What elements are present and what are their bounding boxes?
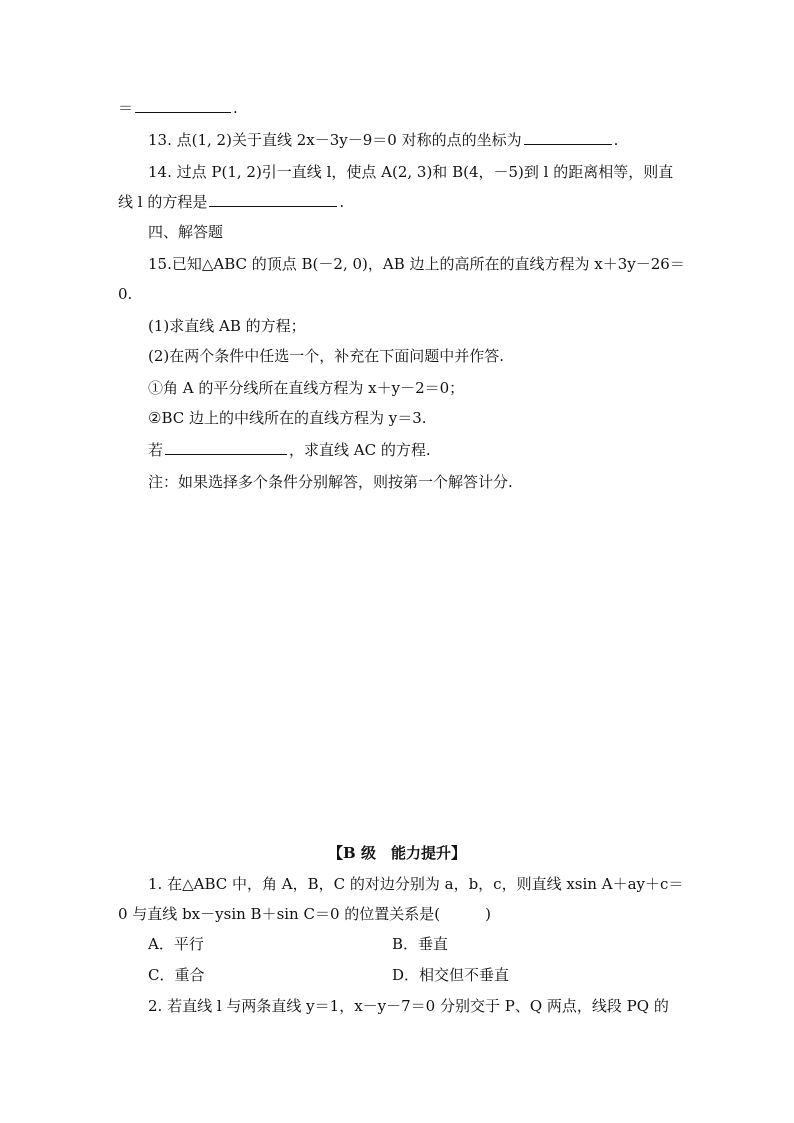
section-4-heading: 四、解答题 — [148, 223, 224, 241]
answer-blank[interactable] — [165, 440, 287, 455]
question-15-line1: 15.已知△ABC 的顶点 B(－2, 0)，AB 边上的高所在的直线方程为 x＋3y－26＝ — [148, 255, 685, 273]
question-15-ask — [148, 440, 431, 460]
q12-prefix: ＝ — [118, 99, 134, 117]
question-14-line2 — [118, 192, 344, 212]
question-15-condition2: ②BC 边上的中线所在的直线方程为 y＝3. — [148, 409, 427, 427]
answer-blank[interactable] — [524, 130, 612, 145]
q12-suffix: . — [233, 99, 238, 117]
answer-blank[interactable] — [209, 192, 337, 207]
ask-prefix: 若 — [148, 441, 164, 459]
option-d[interactable]: D．相交但不垂直 — [392, 966, 510, 984]
option-a[interactable]: A．平行 — [148, 935, 204, 953]
q14-suffix: . — [339, 193, 345, 211]
q13-suffix: . — [613, 131, 619, 149]
question-13 — [148, 130, 618, 150]
question-15-line2: 0. — [118, 285, 133, 303]
question-15-condition1: ①角 A 的平分线所在直线方程为 x＋y－2＝0； — [148, 379, 465, 397]
question-15-part1: (1)求直线 AB 的方程； — [148, 317, 306, 335]
ask-suffix: ，求直线 AC 的方程. — [289, 441, 431, 459]
section-b-heading: 【B 级 能力提升】 — [328, 844, 466, 862]
q14-prefix: 线 l 的方程是 — [118, 193, 208, 211]
answer-blank[interactable] — [135, 98, 231, 113]
option-b[interactable]: B．垂直 — [392, 935, 449, 953]
q13-text: 13. 点(1, 2)关于直线 2x－3y－9＝0 对称的点的坐标为 — [148, 131, 522, 149]
question-15-note: 注：如果选择多个条件分别解答，则按第一个解答计分. — [148, 473, 513, 491]
b-question-1-line2: 0 与直线 bx－ysin B＋sin C＝0 的位置关系是( ) — [118, 905, 491, 923]
b-question-2-line1: 2. 若直线 l 与两条直线 y＝1，x－y－7＝0 分别交于 P、Q 两点，线段 PQ 的 — [148, 997, 669, 1015]
question-15-part2: (2)在两个条件中任选一个，补充在下面问题中并作答. — [148, 347, 505, 365]
option-c[interactable]: C．重合 — [148, 966, 205, 984]
question-14-line1: 14. 过点 P(1, 2)引一直线 l，使点 A(2, 3)和 B(4，－5)到 l 的距离相等，则直 — [148, 163, 674, 181]
b-question-1-line1: 1. 在△ABC 中，角 A，B，C 的对边分别为 a，b，c，则直线 xsin A＋ay＋c＝ — [148, 875, 684, 893]
q12-tail — [118, 98, 238, 118]
